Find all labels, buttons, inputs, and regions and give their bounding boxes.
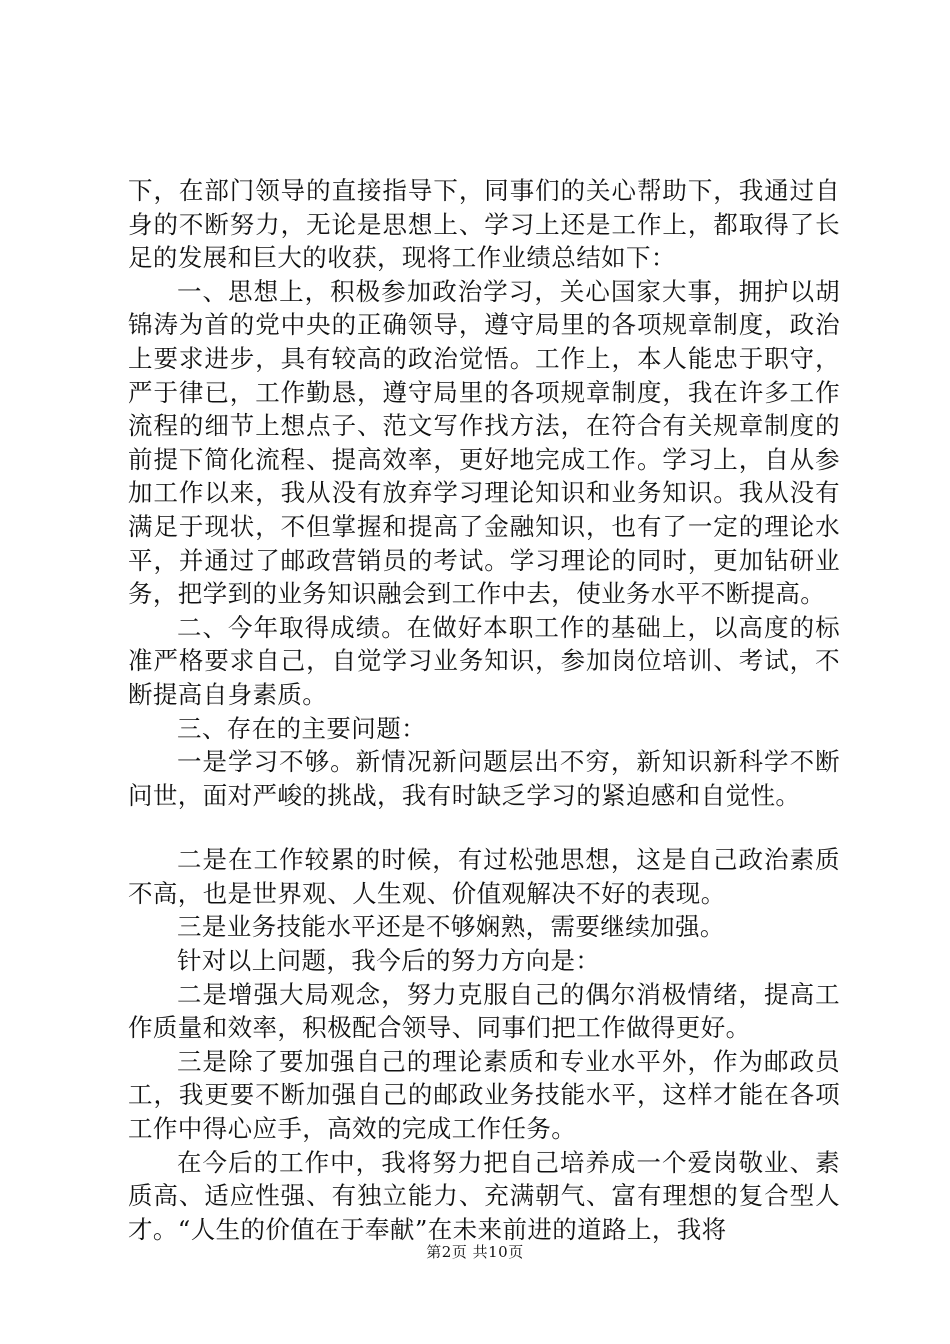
- paragraph-problem-three: 三是业务技能水平还是不够娴熟，需要继续加强。: [177, 912, 725, 942]
- paragraph-problem-one: 一是学习不够。新情况新问题层出不穷，新知识新科学不断问世，面对严峻的挑战，我有时缺乏学习的紧迫感和自觉性。: [128, 747, 840, 810]
- paragraph-problem-two: 二是在工作较累的时候，有过松弛思想，这是自己政治素质不高，也是世界观、人生观、价值观解决不好的表现。: [128, 845, 840, 908]
- paragraph-section-three-heading: 三、存在的主要问题：: [177, 713, 426, 743]
- paragraph-closing: 在今后的工作中，我将努力把自己培养成一个爱岗敬业、素质高、适应性强、有独立能力、充满朝气、富有理想的复合型人才。“人生的价值在于奉献”在未来前进的道路上，我将: [128, 1147, 840, 1244]
- paragraph-direction-three: 三是除了要加强自己的理论素质和专业水平外，作为邮政员工，我更要不断加强自己的邮政业务技能水平，这样才能在各项工作中得心应手，高效的完成工作任务。: [128, 1046, 840, 1144]
- paragraph-spacer: [128, 812, 840, 843]
- paragraph-direction-two: 二是增强大局观念，努力克服自己的偶尔消极情绪，提高工作质量和效率，积极配合领导、同事们把工作做得更好。: [128, 979, 840, 1043]
- paragraph-section-two-achievements: 二、今年取得成绩。在做好本职工作的基础上，以高度的标准严格要求自己，自觉学习业务知识，参加岗位培训、考试，不断提高自身素质。: [128, 612, 840, 709]
- paragraph-intro-continuation: 下，在部门领导的直接指导下，同事们的关心帮助下，我通过自身的不断努力，无论是思想上、学习上还是工作上，都取得了长足的发展和巨大的收获，现将工作业绩总结如下：: [128, 176, 840, 273]
- paragraph-direction-heading: 针对以上问题，我今后的努力方向是：: [177, 946, 601, 976]
- paragraph-section-one-ideology: 一、思想上，积极参加政治学习，关心国家大事，拥护以胡锦涛为首的党中央的正确领导，遵守局里的各项规章制度，政治上要求进步，具有较高的政治觉悟。工作上，本人能忠于职守，严于律已，工作勤恳，遵守局里的各项规章制度，我在许多工作流程的细节上想点子、范文写作找方法，在符合有关规章制度的前提下简化流程、提高效率，更好地完成工作。学习上，自从参加工作以来，我从没有放弃学习理论知识和业务知识。我从没有满足于现状，不但掌握和提高了金融知识，也有了一定的理论水平，并通过了邮政营销员的考试。学习理论的同时，更加钻研业务，把学到的业务知识融会到工作中去，使业务水平不断提高。: [128, 276, 840, 609]
- document-body: [128, 174, 840, 1246]
- page-number-footer: 第2页 共10页: [426, 1243, 524, 1261]
